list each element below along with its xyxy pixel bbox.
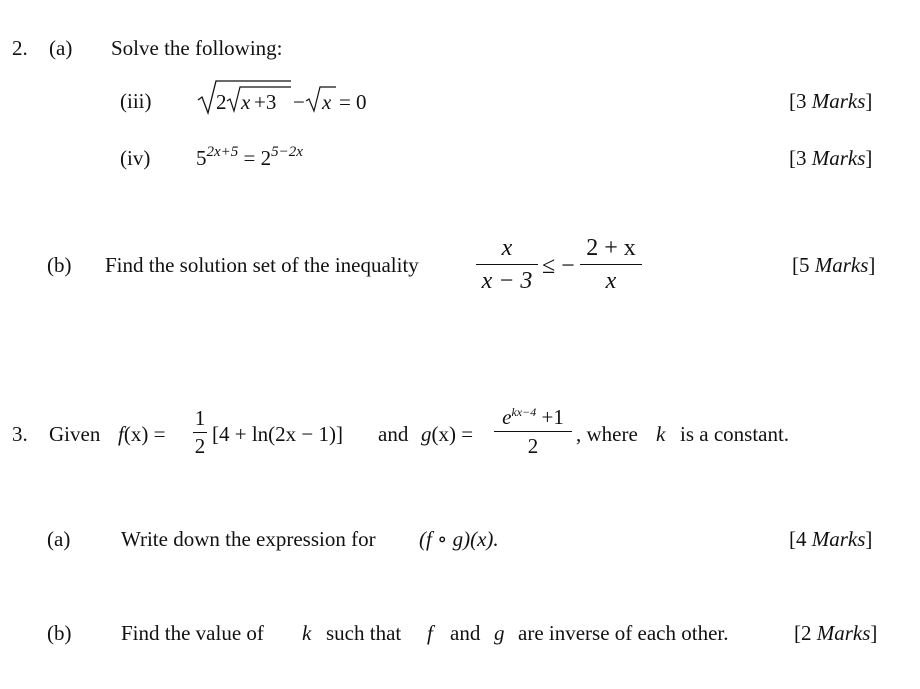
g-definition-lhs: g(x) = bbox=[421, 422, 474, 446]
svg-text:0: 0 bbox=[356, 90, 367, 114]
marks-iii: [3 Marks] bbox=[789, 89, 873, 113]
part-3b-f: f bbox=[427, 621, 433, 645]
k-symbol: k bbox=[656, 422, 666, 446]
part-3b-text-2: such that bbox=[326, 621, 402, 645]
part-a-label: (a) bbox=[49, 36, 73, 60]
inequality-fraction-left: x x − 3 bbox=[476, 236, 538, 293]
given-word: Given bbox=[49, 422, 101, 446]
svg-text:x: x bbox=[322, 90, 332, 114]
part-3a-label: (a) bbox=[47, 527, 71, 551]
svg-text:2: 2 bbox=[216, 90, 227, 114]
constant-text: is a constant. bbox=[680, 422, 790, 446]
f-definition-body: [4 + ln(2x − 1)] bbox=[212, 422, 343, 446]
subpart-iii-label: (iii) bbox=[120, 89, 152, 113]
question-2-number: 2. bbox=[12, 36, 28, 60]
part-3a-instruction: Write down the expression for bbox=[121, 527, 376, 551]
inequality-fraction-right: 2 + x x bbox=[580, 236, 642, 293]
inequality-relation: ≤ − bbox=[542, 253, 575, 279]
question-3-number: 3. bbox=[12, 422, 28, 446]
marks-iv: [3 Marks] bbox=[789, 146, 873, 170]
g-fraction: $e^{kx-4} +1$ 2 bbox=[494, 407, 572, 457]
f-definition-lhs: f(x) = bbox=[118, 422, 166, 446]
part-3b-text-1: Find the value of bbox=[121, 621, 264, 645]
equation-iii bbox=[196, 78, 396, 118]
subpart-iv-label: (iv) bbox=[120, 146, 151, 170]
marks-2b: [5 Marks] bbox=[792, 253, 876, 277]
part-b-instruction: Find the solution set of the inequality bbox=[105, 253, 419, 277]
part-3b-text-3: are inverse of each other. bbox=[518, 621, 729, 645]
part-b-label: (b) bbox=[47, 253, 72, 277]
part-3b-k: k bbox=[302, 621, 312, 645]
marks-3a: [4 Marks] bbox=[789, 527, 873, 551]
svg-text:=: = bbox=[339, 90, 351, 114]
part-3b-label: (b) bbox=[47, 621, 72, 645]
svg-text:+3: +3 bbox=[254, 90, 277, 114]
one-half-fraction: 1 2 bbox=[194, 406, 206, 458]
composition-expression: (f ∘ g)(x). bbox=[419, 527, 499, 551]
part-3b-g: g bbox=[494, 621, 505, 645]
svg-text:x: x bbox=[241, 90, 251, 114]
where-word: , where bbox=[576, 422, 638, 446]
part-3b-and: and bbox=[450, 621, 481, 645]
equation-iv: $5^{2x+5} = 2^{5-2x}$ bbox=[196, 144, 303, 170]
and-word: and bbox=[378, 422, 409, 446]
part-a-instruction: Solve the following: bbox=[111, 36, 283, 60]
marks-3b: [2 Marks] bbox=[794, 621, 878, 645]
svg-text:−: − bbox=[293, 90, 305, 114]
